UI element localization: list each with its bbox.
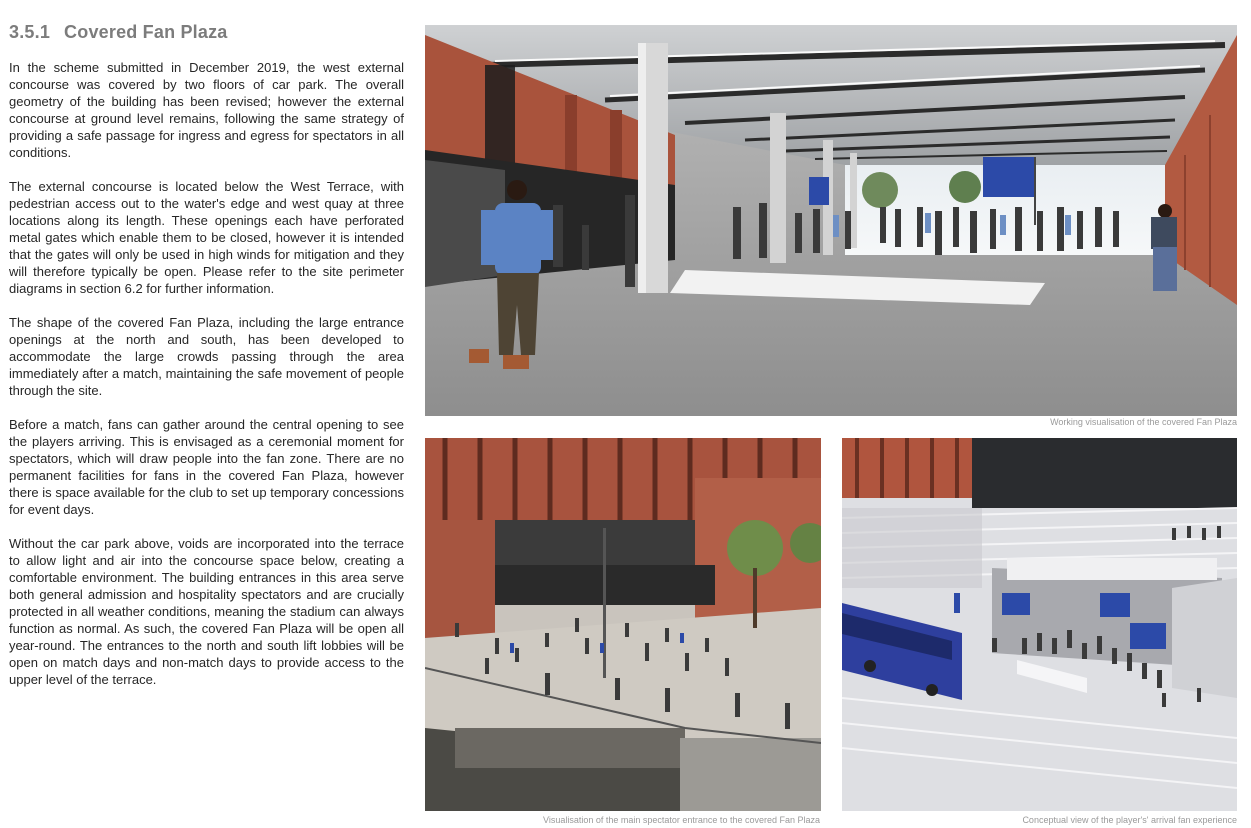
paragraph-3: The shape of the covered Fan Plaza, including the large entrance openings at the north and south, has been developed to accommodate the large crowds passing through the area immediately after a match, maintaining the safe movement of people through the site. (9, 315, 404, 398)
bottom-left-image-caption: Visualisation of the main spectator entrance to the covered Fan Plaza (543, 815, 820, 825)
section-title: Covered Fan Plaza (64, 22, 228, 42)
body-text-column (9, 59, 404, 705)
paragraph-2: The external concourse is located below the West Terrace, with pedestrian access out to the water's edge and west quay at three locations along its length. These openings each have perforated metal gates which enable them to be closed, however it is intended that the gates will only be used in high winds for mitigation and they will therefore typically be open. Please refer to the site perimeter diagrams in section 6.2 for further information. (9, 179, 404, 296)
main-entrance-render-image (425, 438, 821, 811)
fan-plaza-render-image (425, 25, 1237, 416)
section-number: 3.5.1 (9, 22, 51, 42)
paragraph-5: Without the car park above, voids are incorporated into the terrace to allow light and air into the concourse space below, creating a comfortable environment. The building entrances in this area serve both general admission and hospitality spectators and are crucially protected in all weather conditions, meaning the stadium can always function as normal. As such, the covered Fan Plaza will be open all year-round. The entrances to the north and south lift lobbies will be open on match days and non-match days to provide access to the upper level of the terrace. (9, 536, 404, 687)
paragraph-1: In the scheme submitted in December 2019, the west external concourse was covered by two floors of car park. The overall geometry of the building has been revised; however the external concourse at ground level remains, following the same strategy of providing a safe passage for ingress and egress for spectators in all conditions. (9, 60, 404, 160)
section-heading (9, 22, 228, 43)
paragraph-4: Before a match, fans can gather around the central opening to see the players arriving. This is envisaged as a ceremonial moment for spectators, which will draw people into the fan zone. There are no permanent facilities for fans in the covered Fan Plaza, however there is space available for the club to set up temporary concessions for event days. (9, 417, 404, 517)
top-image-caption: Working visualisation of the covered Fan Plaza (1050, 417, 1237, 427)
bottom-right-image-caption: Conceptual view of the player's' arrival fan experience (1022, 815, 1237, 825)
player-arrival-render-image (842, 438, 1237, 811)
